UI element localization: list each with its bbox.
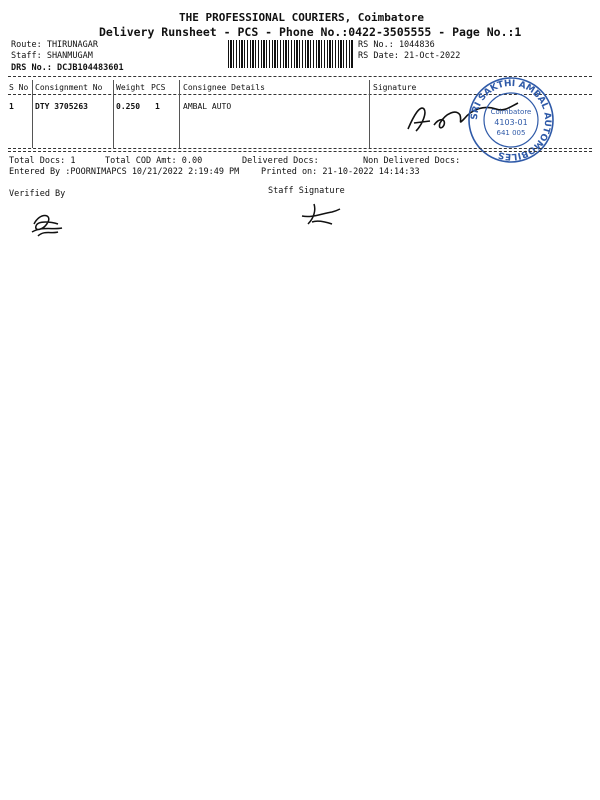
stamp-code: 4103-01	[494, 118, 528, 127]
staff-signature-label: Staff Signature	[268, 186, 345, 196]
col-sep-1	[32, 80, 33, 148]
col-header-sno: S No	[9, 83, 29, 92]
row-consignee: AMBAL AUTO	[183, 102, 232, 111]
verified-by-label: Verified By	[9, 189, 66, 199]
col-header-pcs: PCS	[151, 83, 166, 92]
col-header-signature: Signature	[373, 83, 417, 92]
col-header-consignee: Consignee Details	[183, 83, 265, 92]
col-sep-3	[179, 80, 180, 148]
printed-on: Printed on: 21-10-2022 14:14:33	[261, 167, 420, 177]
table-bottom-rule	[8, 148, 592, 149]
entered-by: Entered By :POORNIMAPCS 10/21/2022 2:19:49 PM	[9, 167, 240, 177]
col-header-consignment: Consignment No	[35, 83, 103, 92]
stamp-ring-text: SRI SAKTHI AMBAL AUTOMOBILES	[469, 78, 553, 162]
verifier-signature	[28, 210, 68, 240]
total-docs: Total Docs: 1	[9, 156, 76, 166]
document-title: THE PROFESSIONAL COURIERS, Coimbatore	[179, 11, 425, 24]
rs-date: RS Date: 21-Oct-2022	[358, 51, 461, 61]
staff-signature	[298, 200, 348, 230]
row-weight: 0.250	[116, 102, 141, 111]
row-consignment: DTY 3705263	[35, 102, 88, 111]
barcode	[228, 40, 354, 68]
staff-label: Staff: SHANMUGAM	[11, 51, 93, 61]
table-bottom-rule-2	[8, 151, 592, 152]
drs-number: DRS No.: DCJB104483601	[11, 63, 124, 73]
col-sep-4	[369, 80, 370, 148]
route-label: Route: THIRUNAGAR	[11, 40, 98, 50]
delivered-docs: Delivered Docs:	[242, 156, 319, 166]
row-sno: 1	[9, 102, 14, 111]
col-sep-2	[113, 80, 114, 148]
stamp-city: Coimbatore	[490, 108, 532, 116]
total-cod: Total COD Amt: 0.00	[105, 156, 203, 166]
non-delivered-docs: Non Delivered Docs:	[363, 156, 461, 166]
document-subtitle: Delivery Runsheet - PCS - Phone No.:0422-3505555 - Page No.:1	[99, 25, 522, 39]
stamp-pin: 641 005	[496, 129, 526, 137]
row-pcs: 1	[155, 102, 160, 111]
col-header-weight: Weight	[116, 83, 145, 92]
rs-number: RS No.: 1044836	[358, 40, 435, 50]
